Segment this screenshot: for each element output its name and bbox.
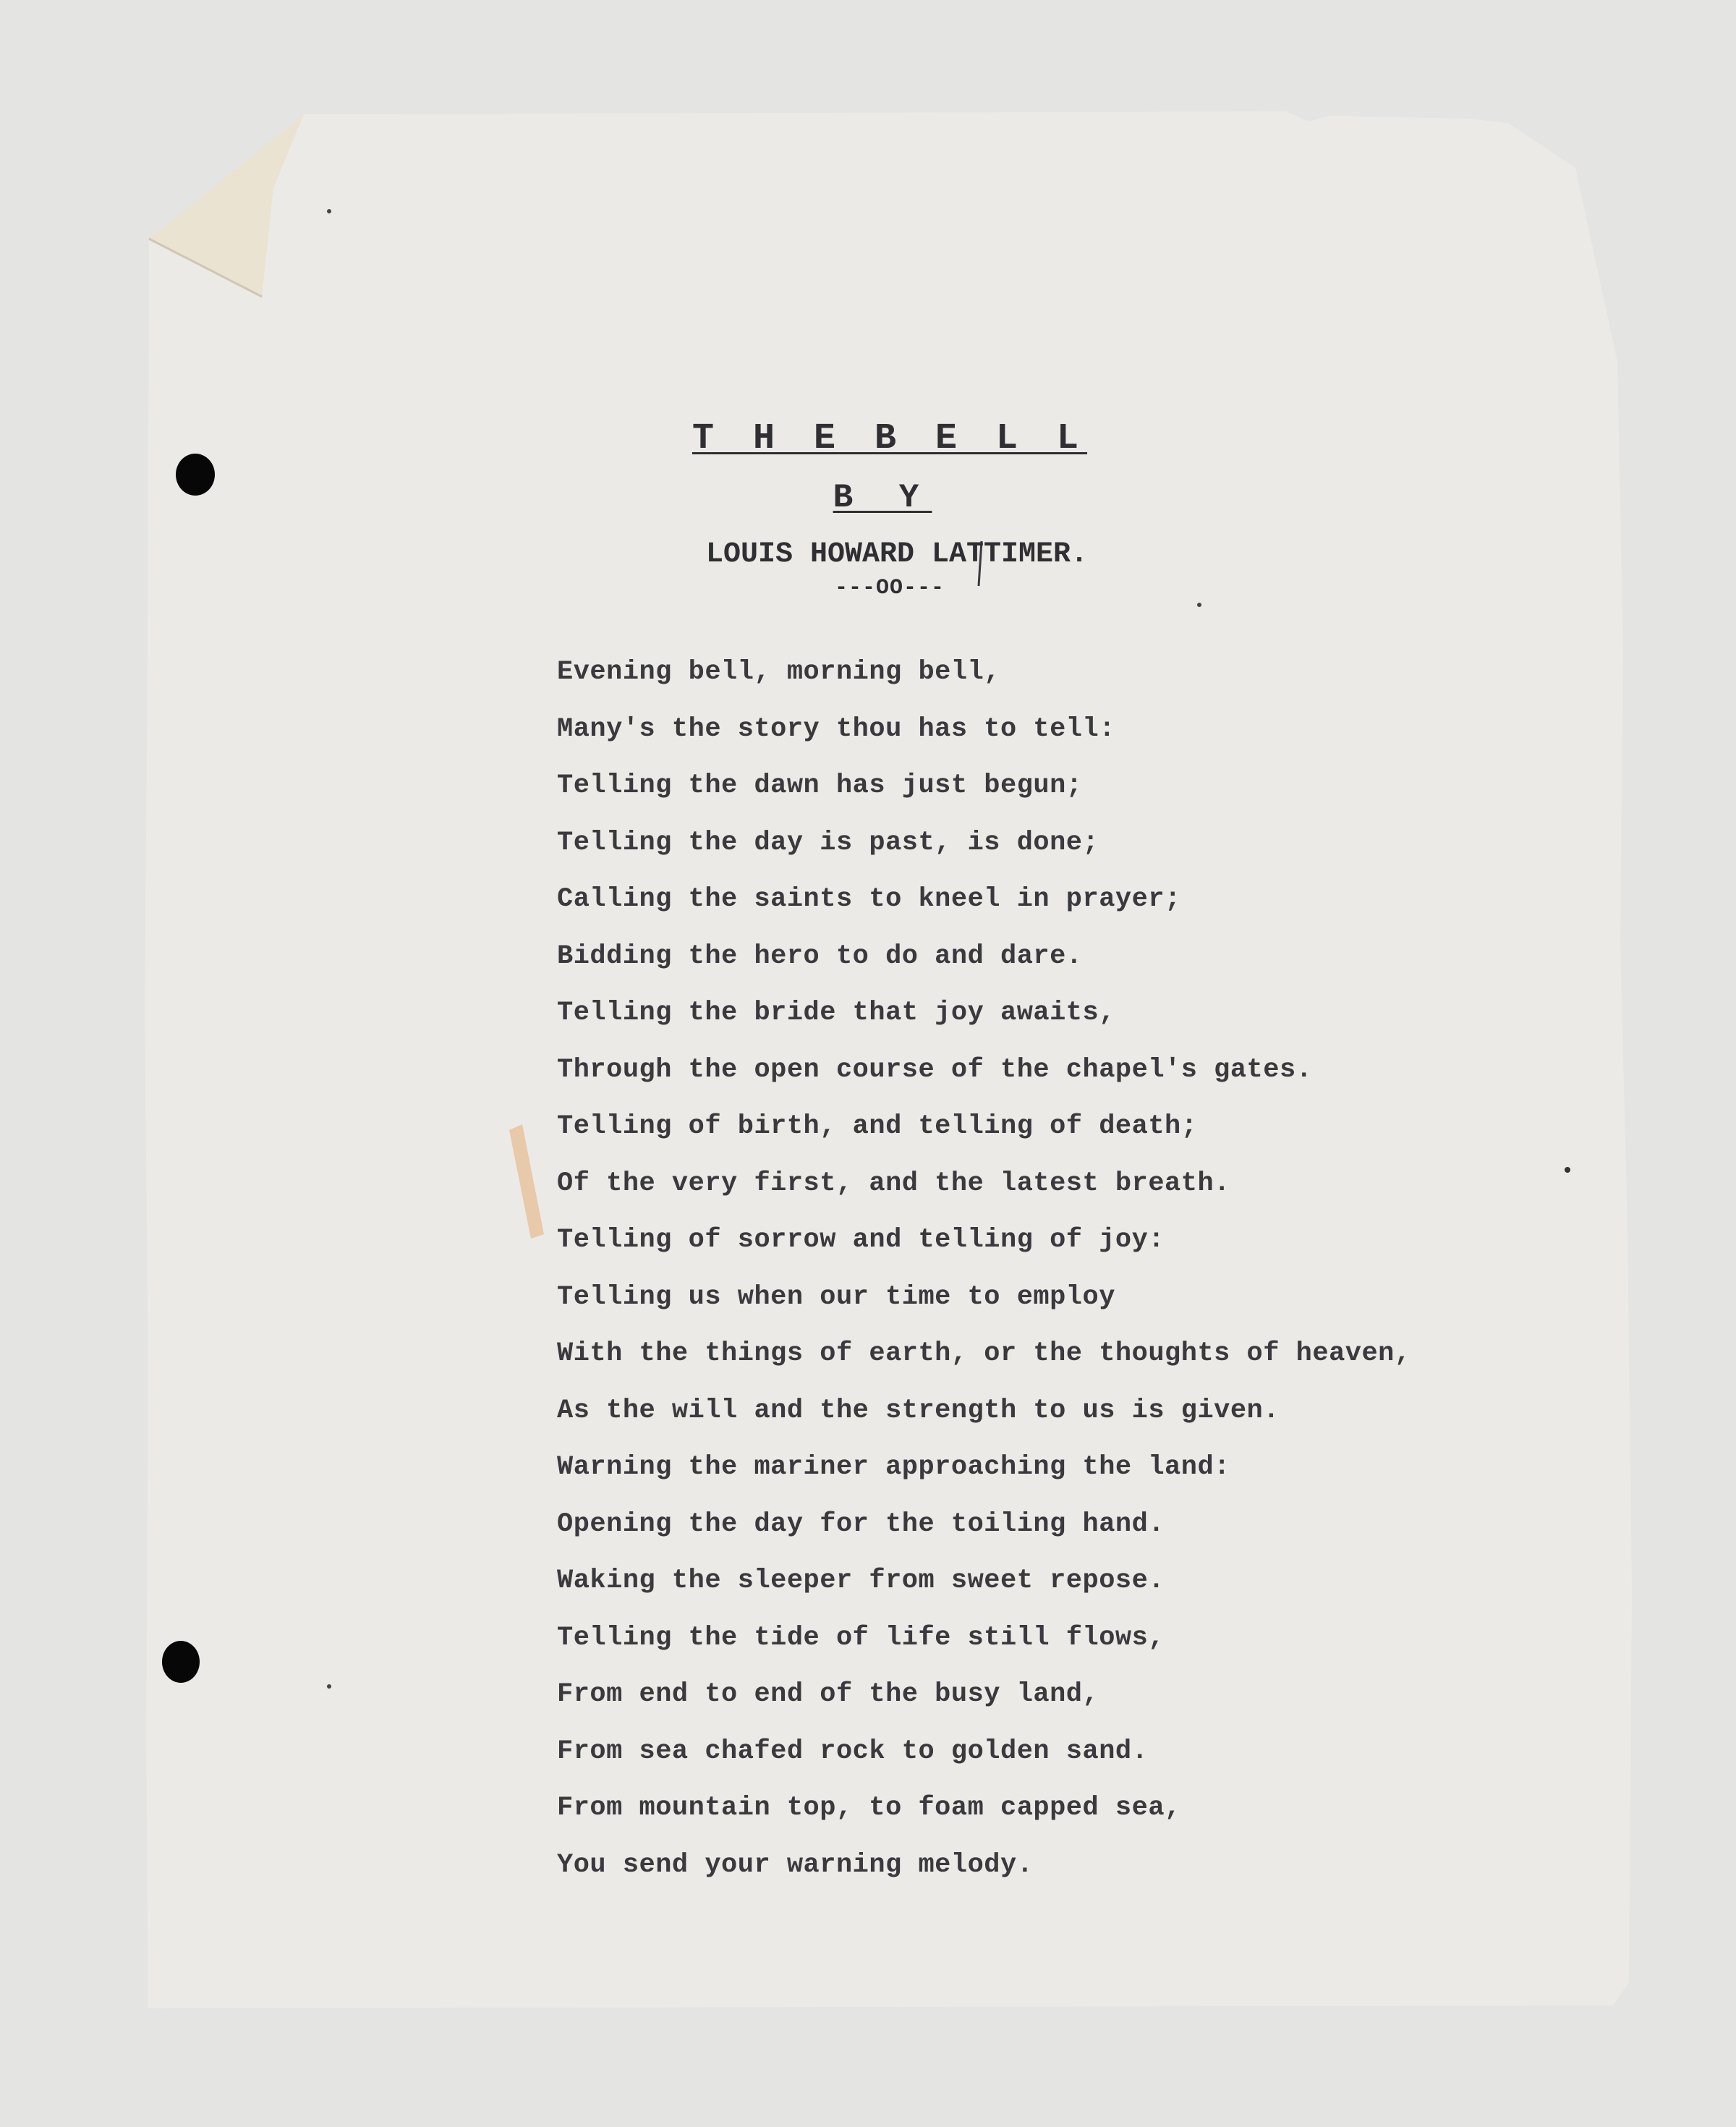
poem-line: Bidding the hero to do and dare. <box>557 941 1083 972</box>
poem-line: Through the open course of the chapel's gates. <box>557 1054 1313 1085</box>
poem-line: Telling the dawn has just begun; <box>557 770 1083 801</box>
poem-line: Telling us when our time to employ <box>557 1281 1115 1312</box>
poem-line: Warning the mariner approaching the land: <box>557 1452 1230 1482</box>
poem-line: Telling the day is past, is done; <box>557 827 1099 858</box>
poem-line: Calling the saints to kneel in prayer; <box>557 884 1181 914</box>
poem-line: Telling of sorrow and telling of joy: <box>557 1225 1165 1255</box>
poem-line: From end to end of the busy land, <box>557 1679 1099 1710</box>
poem-line: With the things of earth, or the thoughts of heaven, <box>557 1338 1411 1369</box>
poem-line: Telling the tide of life still flows, <box>557 1622 1165 1653</box>
poem-line: Many's the story thou has to tell: <box>557 713 1115 744</box>
poem-line: Evening bell, morning bell, <box>557 657 1000 687</box>
byline: B Y <box>833 479 932 517</box>
poem-line: Of the very first, and the latest breath. <box>557 1168 1230 1199</box>
poem-line: Waking the sleeper from sweet repose. <box>557 1566 1165 1596</box>
author-name: LOUIS HOWARD LATTIMER. <box>705 538 1089 571</box>
poem-title: T H E B E L L <box>692 418 1088 459</box>
poem-line: From sea chafed rock to golden sand. <box>557 1736 1149 1767</box>
poem-line: As the will and the strength to us is given. <box>557 1395 1280 1426</box>
poem-line: Telling the bride that joy awaits, <box>557 998 1115 1028</box>
title-ornament: ---OO--- <box>834 576 945 600</box>
poem-line: You send your warning melody. <box>557 1849 1034 1880</box>
poem-line: Opening the day for the toiling hand. <box>557 1508 1165 1540</box>
poem-line: Telling of birth, and telling of death; <box>557 1111 1198 1142</box>
poem-line: From mountain top, to foam capped sea, <box>557 1793 1181 1823</box>
poem-lines <box>557 644 1411 1893</box>
